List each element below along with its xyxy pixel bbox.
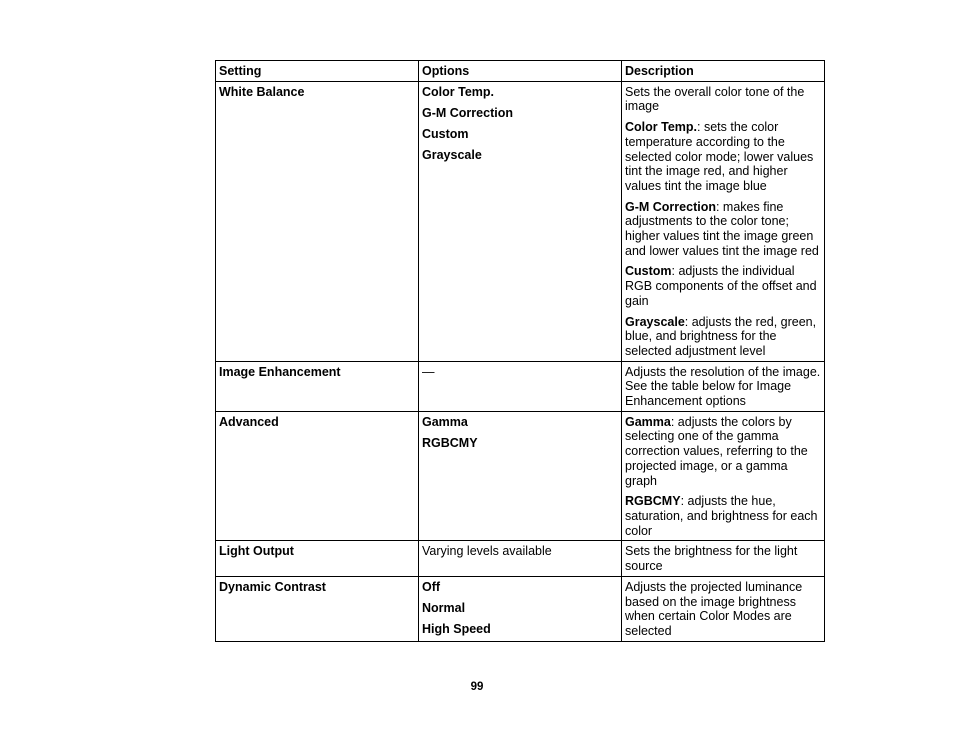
table-row	[216, 81, 825, 361]
description-paragraph	[625, 415, 821, 489]
setting-cell: Advanced	[216, 411, 419, 541]
description-cell	[622, 411, 825, 541]
options-cell	[419, 576, 622, 641]
description-text: : adjusts the hue, saturation, and brightness for each color	[625, 494, 818, 538]
option-item: Normal	[422, 601, 466, 615]
page-number: 99	[470, 681, 484, 693]
option-item: Grayscale	[422, 148, 482, 163]
description-paragraph	[625, 365, 821, 409]
table-row	[216, 541, 825, 576]
description-term: G-M Correction	[625, 199, 716, 214]
description-cell	[622, 81, 825, 361]
option-item: High Speed	[422, 622, 491, 637]
description-term: Grayscale	[625, 314, 685, 329]
description-text: Sets the brightness for the light source	[625, 544, 798, 574]
description-paragraph	[625, 120, 821, 194]
description-cell	[622, 361, 825, 411]
description-paragraph	[625, 85, 821, 114]
option-item: Color Temp.	[422, 84, 494, 99]
description-term: Gamma	[625, 414, 671, 429]
description-text: : adjusts the red, green, blue, and brightness for the selected adjustment level	[625, 314, 817, 358]
description-term: RGBCMY	[625, 494, 681, 509]
setting-cell: White Balance	[216, 81, 419, 361]
description-text: Adjusts the projected luminance based on the image brightness when certain Color Modes are selected	[625, 579, 803, 638]
description-text: Sets the overall color tone of the image	[625, 84, 805, 114]
description-paragraph	[625, 580, 821, 639]
settings-table	[215, 60, 825, 642]
description-paragraph	[625, 264, 821, 308]
setting-cell: Image Enhancement	[216, 361, 419, 411]
options-cell	[419, 361, 622, 411]
option-item: G-M Correction	[422, 105, 513, 120]
description-paragraph	[625, 544, 821, 573]
option-text: Varying levels available	[422, 544, 552, 559]
description-cell	[622, 576, 825, 641]
description-cell	[622, 541, 825, 576]
description-text: : adjusts the colors by selecting one of the gamma correction values, referring to the projected image, or a gamma graph	[625, 414, 808, 488]
header-setting: Setting	[216, 61, 419, 82]
description-text: Adjusts the resolution of the image. See the table below for Image Enhancement options	[625, 364, 821, 409]
option-item: Off	[422, 579, 441, 594]
options-cell	[419, 411, 622, 541]
description-text: : adjusts the individual RGB components of the offset and gain	[625, 264, 817, 308]
table-header-row	[216, 61, 825, 82]
description-paragraph	[625, 200, 821, 259]
description-paragraph	[625, 494, 821, 538]
option-item: Custom	[422, 127, 469, 142]
setting-cell: Light Output	[216, 541, 419, 576]
table-row	[216, 361, 825, 411]
description-paragraph	[625, 315, 821, 359]
option-item: Gamma	[422, 414, 468, 429]
description-term: Color Temp.	[625, 120, 697, 135]
option-item: RGBCMY	[422, 435, 478, 450]
description-text: : makes fine adjustments to the color tone; higher values tint the image green and lower values tint the image red	[625, 199, 819, 258]
description-term: Custom	[625, 264, 672, 279]
table-row	[216, 576, 825, 641]
setting-cell: Dynamic Contrast	[216, 576, 419, 641]
table-body	[216, 81, 825, 641]
header-description: Description	[622, 61, 825, 82]
header-options: Options	[419, 61, 622, 82]
table-row	[216, 411, 825, 541]
options-cell	[419, 541, 622, 576]
options-cell	[419, 81, 622, 361]
description-text: : sets the color temperature according to the selected color mode; lower values tint the image red, and higher values tint the image blue	[625, 120, 814, 193]
option-text: —	[422, 364, 435, 379]
